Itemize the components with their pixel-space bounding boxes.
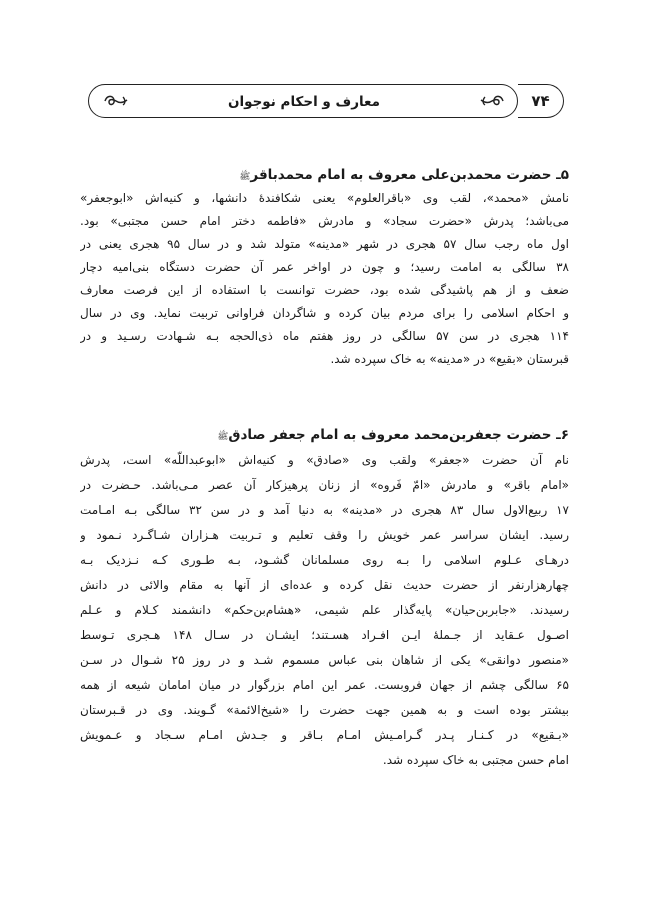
section-6-line: «بـقیع» در کـنـار پـدر گـرامـیش امـام بـاقر و جـدش امـام سـجاد و عـمویش bbox=[80, 728, 569, 742]
section-6-heading-text: ۶ـ حضرت جعفربن‌محمد معروف به امام جعفر صادق bbox=[228, 427, 569, 443]
ornament-right-icon bbox=[479, 94, 505, 108]
section-6-line: نام آن حضرت «جعفر» ولقب وی «صادق» و کنیه‌اش «ابوعبداللّه» است، پدرش bbox=[80, 453, 569, 467]
section-5-line: می‌باشد؛ پدرش «حضرت سجاد» و مادرش «فاطمه دختر امام حسن مجتبی» بود. bbox=[80, 214, 569, 228]
page-number: ۷۴ bbox=[531, 92, 550, 110]
section-6-line: «منصور دوانقی» یکی از شاهان بنی عباس مسموم شـد و در روز ۲۵ شـوال در سـن bbox=[80, 653, 569, 667]
section-5-line: نامش «محمد»، لقب وی «باقرالعلوم» یعنی شکافندهٔ دانشها، و کنیه‌اش «ابوجعفر» bbox=[80, 191, 569, 205]
section-6-line: درهـای عـلوم اسلامی را بـه روی مسلمانان گشـود، بـه طـوری کـه نـزدیک بـه bbox=[80, 553, 569, 567]
section-6-line: اصـول عـقاید از جـملهٔ ایـن افـراد هسـتند؛ ایشـان در سـال ۱۴۸ هـجری تـوسط bbox=[80, 628, 569, 642]
section-5-line: قبرستان «بقیع» در «مدینه» به خاک سپرده شد. bbox=[330, 352, 569, 366]
page-number-box bbox=[518, 84, 564, 118]
section-6-line: رسیدند. «جابربن‌حیان» پایه‌گذار علم شیمی، «هشام‌بن‌حکم» دانشمند کـلام و عـلم bbox=[80, 603, 569, 617]
section-6-line: امام حسن مجتبی به خاک سپرده شد. bbox=[382, 753, 569, 767]
section-5-line: ۱۱۴ هجری در سن ۵۷ سالگی در روز هفتم ماه ذی‌الحجه بـه شـهادت رسـید و در bbox=[80, 329, 569, 343]
section-5-line: اول ماه رجب سال ۵۷ هجری در شهر «مدینه» متولد شد و در سال ۹۵ هجری یعنی در bbox=[80, 237, 569, 251]
honorific-icon: ﷺ bbox=[239, 172, 251, 182]
page-header bbox=[88, 84, 564, 122]
header-frame bbox=[88, 84, 518, 118]
ornament-left-icon bbox=[103, 94, 129, 108]
section-5-line: ۳۸ سالگی به امامت رسید؛ و چون در اواخر عمر آن حضرت دستگاه بنی‌امیه دچار bbox=[80, 260, 569, 274]
section-6-line: بیشتر بوده است و به همین جهت حضرت را «شیخ‌الائمة» گـویند. وی در قـبرستان bbox=[80, 703, 569, 717]
section-6-heading bbox=[80, 424, 569, 448]
section-6-line: «امام باقر» و مادرش «امّ فَروه» از زنان پرهیزکار آن عصر مـی‌باشد. حـضرت در bbox=[80, 478, 569, 492]
section-5-heading-text: ۵ـ حضرت محمدبن‌علی معروف به امام محمدباقر bbox=[250, 167, 569, 183]
section-6-line: چهارهزارنفر از حضرت حدیث نقل کرده و عده‌ای از آنها به مقام والائی در دانش bbox=[80, 578, 569, 592]
section-5-heading bbox=[80, 164, 569, 188]
section-5-line: و احکام اسلامی را برای مردم بیان کرده و شاگردان فراوانی تربیت نماید. وی در سال bbox=[80, 306, 569, 320]
header-title: معارف و احکام نوجوان bbox=[227, 94, 381, 110]
section-6-line: ۱۷ ربیع‌الاول سال ۸۳ هجری در «مدینه» به دنیا آمد و در سن ۳۲ سالگی بـه امـامت bbox=[80, 503, 569, 517]
section-5-line: ضعف و از هم پاشیدگی شده بود، حضرت توانست با استفاده از این فرصت معارف bbox=[80, 283, 569, 297]
honorific-icon: ﷺ bbox=[217, 432, 229, 442]
section-6-line: رسید. ایشان سراسر عمر خویش را وقف تعلیم و تـربیت هـزاران شـاگـرد نـمود و bbox=[80, 528, 569, 542]
section-6-line: ۶۵ سالگی چشم از جهان فروبست. عمر این امام بزرگوار در میان امامان شیعه از همه bbox=[80, 678, 569, 692]
